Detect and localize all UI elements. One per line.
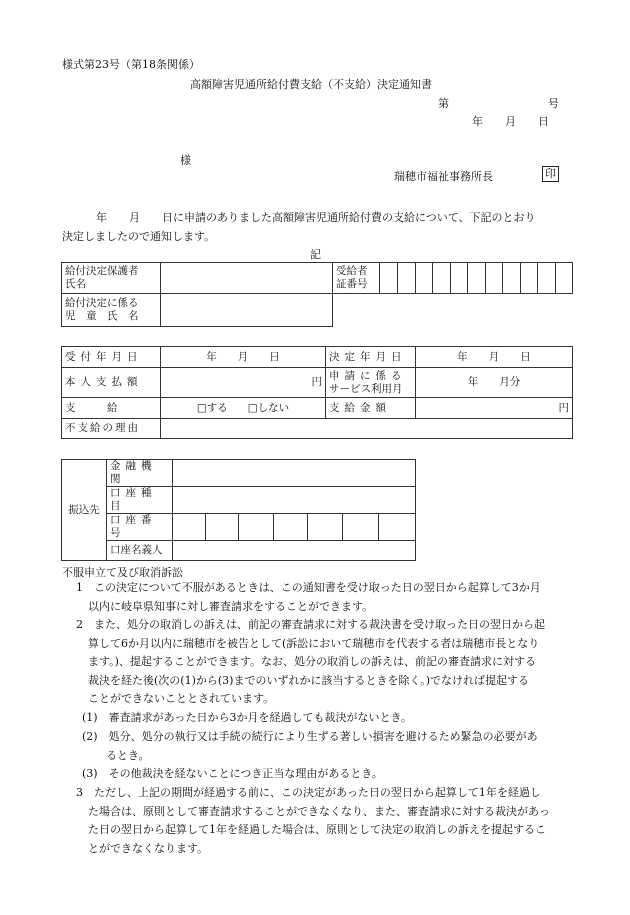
form-number: 様式第23号（第18条関係）: [62, 58, 200, 71]
appeal-paragraph-2: 2 また、処分の取消しの訴えは、前記の審査請求に対する裁決書を受け取った日の翌日から起 算して6か月以内に瑞穂市を被告として(訴訟において瑞穂市を代表する者は瑞穂市長となり ます。)、提起することができます。なお、処分の取消しの訴えは、前記の審査請求に対する 裁決を経た後(次の(1)から(3)までのいずれかに該当するときを除く。)でなければ提起する ことができないこととされています。: [76, 618, 545, 705]
intro-line-2: 決定しましたので通知します。: [62, 230, 216, 243]
receipt-date-label: 受付年月日: [62, 347, 161, 368]
service-month-label: 申請に係る サービス利用月: [326, 368, 416, 398]
receipt-date-field[interactable]: 年 月 日: [161, 347, 326, 368]
payment-label: 支 給: [62, 398, 161, 419]
certificate-digit[interactable]: [520, 263, 538, 294]
appeal-sub-item-1: (1) 審査請求があった日から3か月を経過しても裁決がないとき。: [82, 711, 413, 724]
certificate-digit[interactable]: [538, 263, 556, 294]
certificate-digit[interactable]: [380, 263, 398, 294]
doc-number-suffix: 号: [548, 97, 559, 110]
decision-table: [61, 346, 573, 439]
doc-number-prefix: 第: [438, 97, 449, 110]
account-digit[interactable]: [274, 514, 308, 541]
payment-yes-checkbox[interactable]: □する: [196, 401, 228, 414]
certificate-number-label: 受給者 証番号: [333, 263, 380, 294]
appeal-sub-item-2: (2) 処分、処分の執行又は手続の続行により生ずる著しい損害を避けるため緊急の必要があ るとき。: [82, 730, 538, 762]
appeal-paragraph-1: 1 この決定について不服があるときは、この通知書を受け取った日の翌日から起算して3か月 以内に岐阜県知事に対し審査請求をすることができます。: [76, 581, 541, 613]
guardian-table: [61, 262, 573, 327]
addressee-suffix: 様: [180, 154, 191, 167]
account-digit[interactable]: [343, 514, 379, 541]
self-pay-label: 本人支払額: [62, 368, 161, 398]
intro-line-1: 年 月 日に申請のありました高額障害児通所給付費の支給について、下記のとおり: [96, 211, 536, 224]
bank-table: [61, 459, 416, 561]
transfer-destination-label: 振込先: [62, 460, 107, 561]
bank-name-label: 金融機関: [107, 460, 173, 487]
self-pay-field[interactable]: 円: [161, 368, 326, 398]
non-payment-reason-field[interactable]: [161, 419, 573, 439]
account-number-label: 口座番号: [107, 514, 173, 541]
ki-heading: 記: [310, 248, 321, 261]
bank-name-field[interactable]: [173, 460, 416, 487]
account-type-label: 口座種目: [107, 487, 173, 514]
certificate-digit[interactable]: [503, 263, 521, 294]
decision-date-label: 決定年月日: [326, 347, 416, 368]
issue-date: 年 月 日: [472, 115, 549, 128]
appeal-paragraph-3: 3 ただし、上記の期間が経過する前に、この決定があった日の翌日から起算して1年を経過し た場合は、原則として審査請求することができなくなり、また、審査請求に対する裁決があっ た日の翌日から起算して1年を経過した場合は、原則として決定の取消しの訴えを提起するこ とができなくなります。: [76, 786, 550, 855]
guardian-name-field[interactable]: [161, 263, 333, 294]
payment-amount-label: 支給金額: [326, 398, 416, 419]
non-payment-reason-label: 不支給の理由: [62, 419, 161, 439]
appeal-heading: 不服申立て及び取消訴訟: [62, 566, 183, 579]
document-title: 高額障害児通所給付費支給（不支給）決定通知書: [190, 78, 432, 91]
account-type-field[interactable]: [173, 487, 416, 514]
account-digit[interactable]: [206, 514, 239, 541]
service-month-field[interactable]: 年 月分: [416, 368, 573, 398]
seal-mark: 印: [542, 166, 559, 182]
certificate-digit[interactable]: [433, 263, 451, 294]
certificate-digit[interactable]: [398, 263, 416, 294]
payment-amount-field[interactable]: 円: [416, 398, 573, 419]
account-holder-field[interactable]: [173, 541, 416, 561]
issuer-name: 瑞穂市福祉事務所長: [394, 170, 493, 183]
appeal-sub-item-3: (3) その他裁決を経ないことにつき正当な理由があるとき。: [82, 767, 383, 780]
child-name-field[interactable]: [161, 294, 333, 327]
decision-date-field[interactable]: 年 月 日: [416, 347, 573, 368]
certificate-digit[interactable]: [485, 263, 503, 294]
account-holder-label: 口座名義人: [107, 541, 173, 561]
table-gap: [333, 294, 573, 327]
account-digit[interactable]: [308, 514, 343, 541]
payment-no-checkbox[interactable]: □しない: [247, 401, 290, 414]
guardian-name-label: 給付決定保護者 氏名: [62, 263, 161, 294]
certificate-digit[interactable]: [468, 263, 486, 294]
account-digit[interactable]: [379, 514, 416, 541]
account-digit[interactable]: [173, 514, 206, 541]
child-name-label: 給付決定に係る 児 童 氏 名: [62, 294, 161, 327]
certificate-digit[interactable]: [555, 263, 573, 294]
certificate-digit[interactable]: [450, 263, 468, 294]
certificate-digit[interactable]: [415, 263, 433, 294]
account-digit[interactable]: [239, 514, 274, 541]
payment-choice[interactable]: [161, 398, 326, 419]
